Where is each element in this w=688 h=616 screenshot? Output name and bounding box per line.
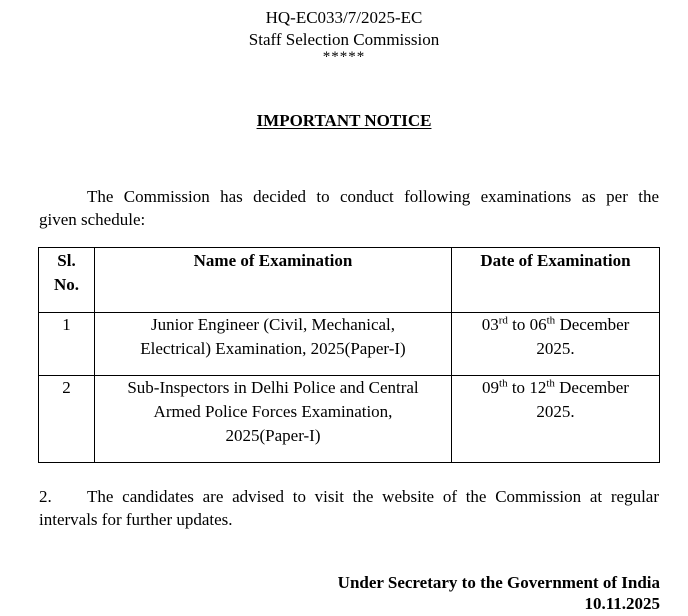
header-sl-line2: No. — [53, 275, 80, 294]
header-sl-line1: Sl. — [57, 251, 76, 270]
exam-date-year: 2025. — [536, 402, 575, 421]
date-to: to — [507, 315, 530, 334]
advice-number: 2. — [39, 487, 52, 506]
intro-line-2: given schedule: — [39, 210, 146, 229]
exam-date-line — [456, 376, 655, 400]
row-exam-name — [95, 313, 452, 376]
notice-title-text: IMPORTANT NOTICE — [256, 111, 432, 130]
signatory-designation: Under Secretary to the Government of India — [337, 573, 660, 592]
advice-line-1-text: The candidates are advised to visit the website of the Commission at regular — [87, 487, 659, 506]
exam-schedule-table — [38, 247, 660, 463]
table-header-row — [39, 248, 660, 313]
row-sl-no: 2 — [39, 376, 95, 463]
row-exam-name — [95, 376, 452, 463]
table-row — [39, 376, 660, 463]
date-end: 06 — [529, 315, 547, 334]
exam-name-line: Sub-Inspectors in Delhi Police and Central — [127, 378, 419, 397]
separator-stars: ***** — [322, 49, 366, 65]
row-exam-date — [452, 313, 660, 376]
organization-name: Staff Selection Commission — [248, 30, 440, 49]
intro-line-1 — [39, 185, 659, 208]
exam-name-line: Electrical) Examination, 2025(Paper-I) — [140, 339, 406, 358]
advice-line-1 — [39, 485, 659, 508]
notice-title — [0, 110, 688, 131]
exam-date-year: 2025. — [536, 339, 575, 358]
date-end-suffix: th — [546, 314, 556, 327]
date-month: December — [554, 378, 629, 397]
date-start-suffix: rd — [498, 314, 508, 327]
advice-paragraph — [39, 485, 659, 531]
date-start: 09 — [482, 378, 500, 397]
table-row — [39, 313, 660, 376]
date-month: December — [555, 315, 630, 334]
exam-date-line — [456, 313, 655, 337]
row-sl-no: 1 — [39, 313, 95, 376]
row-exam-date — [452, 376, 660, 463]
date-start-suffix: th — [499, 377, 508, 390]
reference-number: HQ-EC033/7/2025-EC — [265, 8, 423, 27]
date-start: 03 — [481, 315, 499, 334]
header-exam-date: Date of Examination — [452, 248, 660, 313]
date-end-suffix: th — [546, 377, 555, 390]
exam-name-line: Junior Engineer (Civil, Mechanical, — [150, 315, 396, 334]
header-exam-name: Name of Examination — [95, 248, 452, 313]
notice-date: 10.11.2025 — [584, 594, 660, 613]
header-sl-no — [39, 248, 95, 313]
date-to: to — [507, 378, 530, 397]
intro-paragraph — [39, 185, 659, 231]
intro-line-1-text: The Commission has decided to conduct following examinations as per the — [87, 187, 659, 206]
exam-name-line: 2025(Paper-I) — [225, 426, 321, 445]
exam-name-line: Armed Police Forces Examination, — [153, 402, 393, 421]
advice-line-2: intervals for further updates. — [39, 510, 233, 529]
date-end: 12 — [529, 378, 547, 397]
